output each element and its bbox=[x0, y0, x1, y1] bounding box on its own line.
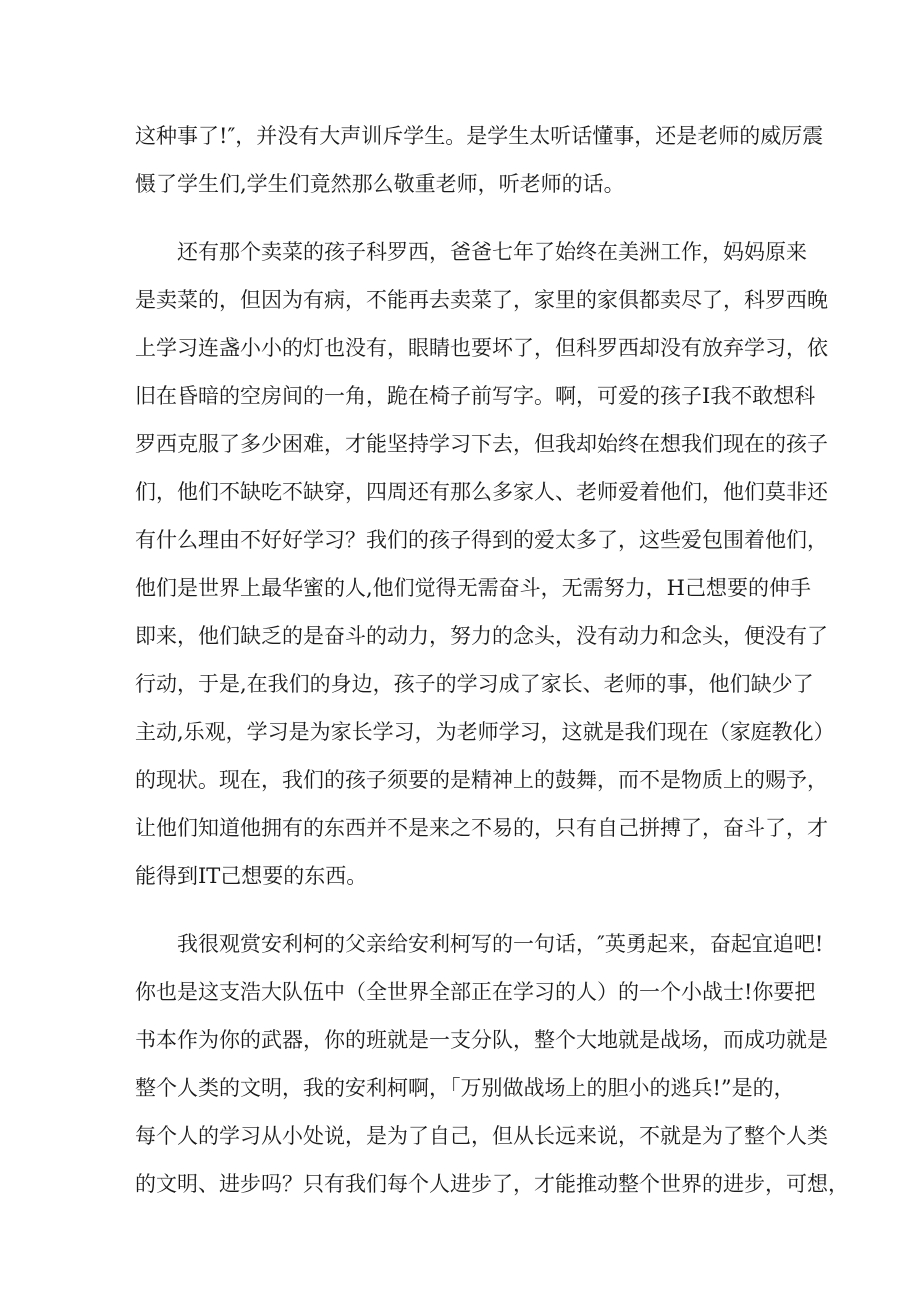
text-line: 这种事了!″，并没有大声训斥学生。是学生太听话懂事，还是老师的威厉震 bbox=[135, 124, 824, 148]
text-line: 的文明、进步吗？只有我们每个人进步了，才能推动整个世界的进步，可想， bbox=[135, 1172, 849, 1196]
text-line: 我很观赏安利柯的父亲给安利柯写的一句话，″英勇起来，奋起宜追吧! bbox=[177, 932, 824, 956]
text-line: 罗西克服了多少困难，才能坚持学习下去，但我却始终在想我们现在的孩子 bbox=[135, 432, 828, 456]
text-line: 上学习连盏小小的灯也没有，眼睛也要坏了，但科罗西却没有放弃学习，依 bbox=[135, 336, 828, 360]
text-line: 慑了学生们,学生们竟然那么敬重老师，听老师的话。 bbox=[135, 172, 625, 196]
paragraph-2 bbox=[135, 228, 835, 900]
text-line: 书本作为你的武器，你的班就是一支分队，整个大地就是战场，而成功就是 bbox=[135, 1028, 828, 1052]
paragraph-3 bbox=[135, 920, 849, 1208]
text-line: 旧在昏暗的空房间的一角，跪在椅子前写字。啊，可爱的孩子I我不敢想科 bbox=[135, 384, 816, 408]
text-line: 有什么理由不好好学习？我们的孩子得到的爱太多了，这些爱包围着他们， bbox=[135, 528, 828, 552]
text-line: 整个人类的文明，我的安利柯啊，「万别做战场上的胆小的逃兵!”是的， bbox=[135, 1076, 795, 1100]
text-line: 能得到IT己想要的东西。 bbox=[135, 864, 368, 888]
paragraph-gap bbox=[135, 900, 795, 920]
text-line: 每个人的学习从小处说，是为了自己，但从长远来说，不就是为了整个人类 bbox=[135, 1124, 828, 1148]
text-line: 你也是这支浩大队伍中（全世界全部正在学习的人）的一个小战士!你要把 bbox=[135, 980, 816, 1004]
text-line: 他们是世界上最华蜜的人,他们觉得无需奋斗，无需努力，H己想要的伸手 bbox=[135, 576, 811, 600]
text-line: 即来，他们缺乏的是奋斗的动力，努力的念头，没有动力和念头，便没有了 bbox=[135, 624, 828, 648]
text-line: 的现状。现在，我们的孩子须要的是精神上的鼓舞，而不是物质上的赐予， bbox=[135, 768, 828, 792]
paragraph-1 bbox=[135, 112, 824, 208]
text-line: 主动,乐观，学习是为家长学习，为老师学习，这就是我们现在（家庭教化） bbox=[135, 720, 835, 744]
text-line: 是卖菜的，但因为有病，不能再去卖菜了，家里的家俱都卖尽了，科罗西晚 bbox=[135, 288, 828, 312]
paragraph-gap bbox=[135, 208, 795, 228]
text-line: 让他们知道他拥有的东西并不是来之不易的，只有自己拼搏了，奋斗了，才 bbox=[135, 816, 828, 840]
text-line: 们，他们不缺吃不缺穿，四周还有那么多家人、老师爱着他们，他们莫非还 bbox=[135, 480, 828, 504]
document-body bbox=[135, 112, 849, 1208]
text-line: 还有那个卖菜的孩子科罗西，爸爸七年了始终在美洲工作，妈妈原来 bbox=[177, 240, 807, 264]
text-line: 行动，于是,在我们的身边，孩子的学习成了家长、老师的事，他们缺少了 bbox=[135, 672, 814, 696]
